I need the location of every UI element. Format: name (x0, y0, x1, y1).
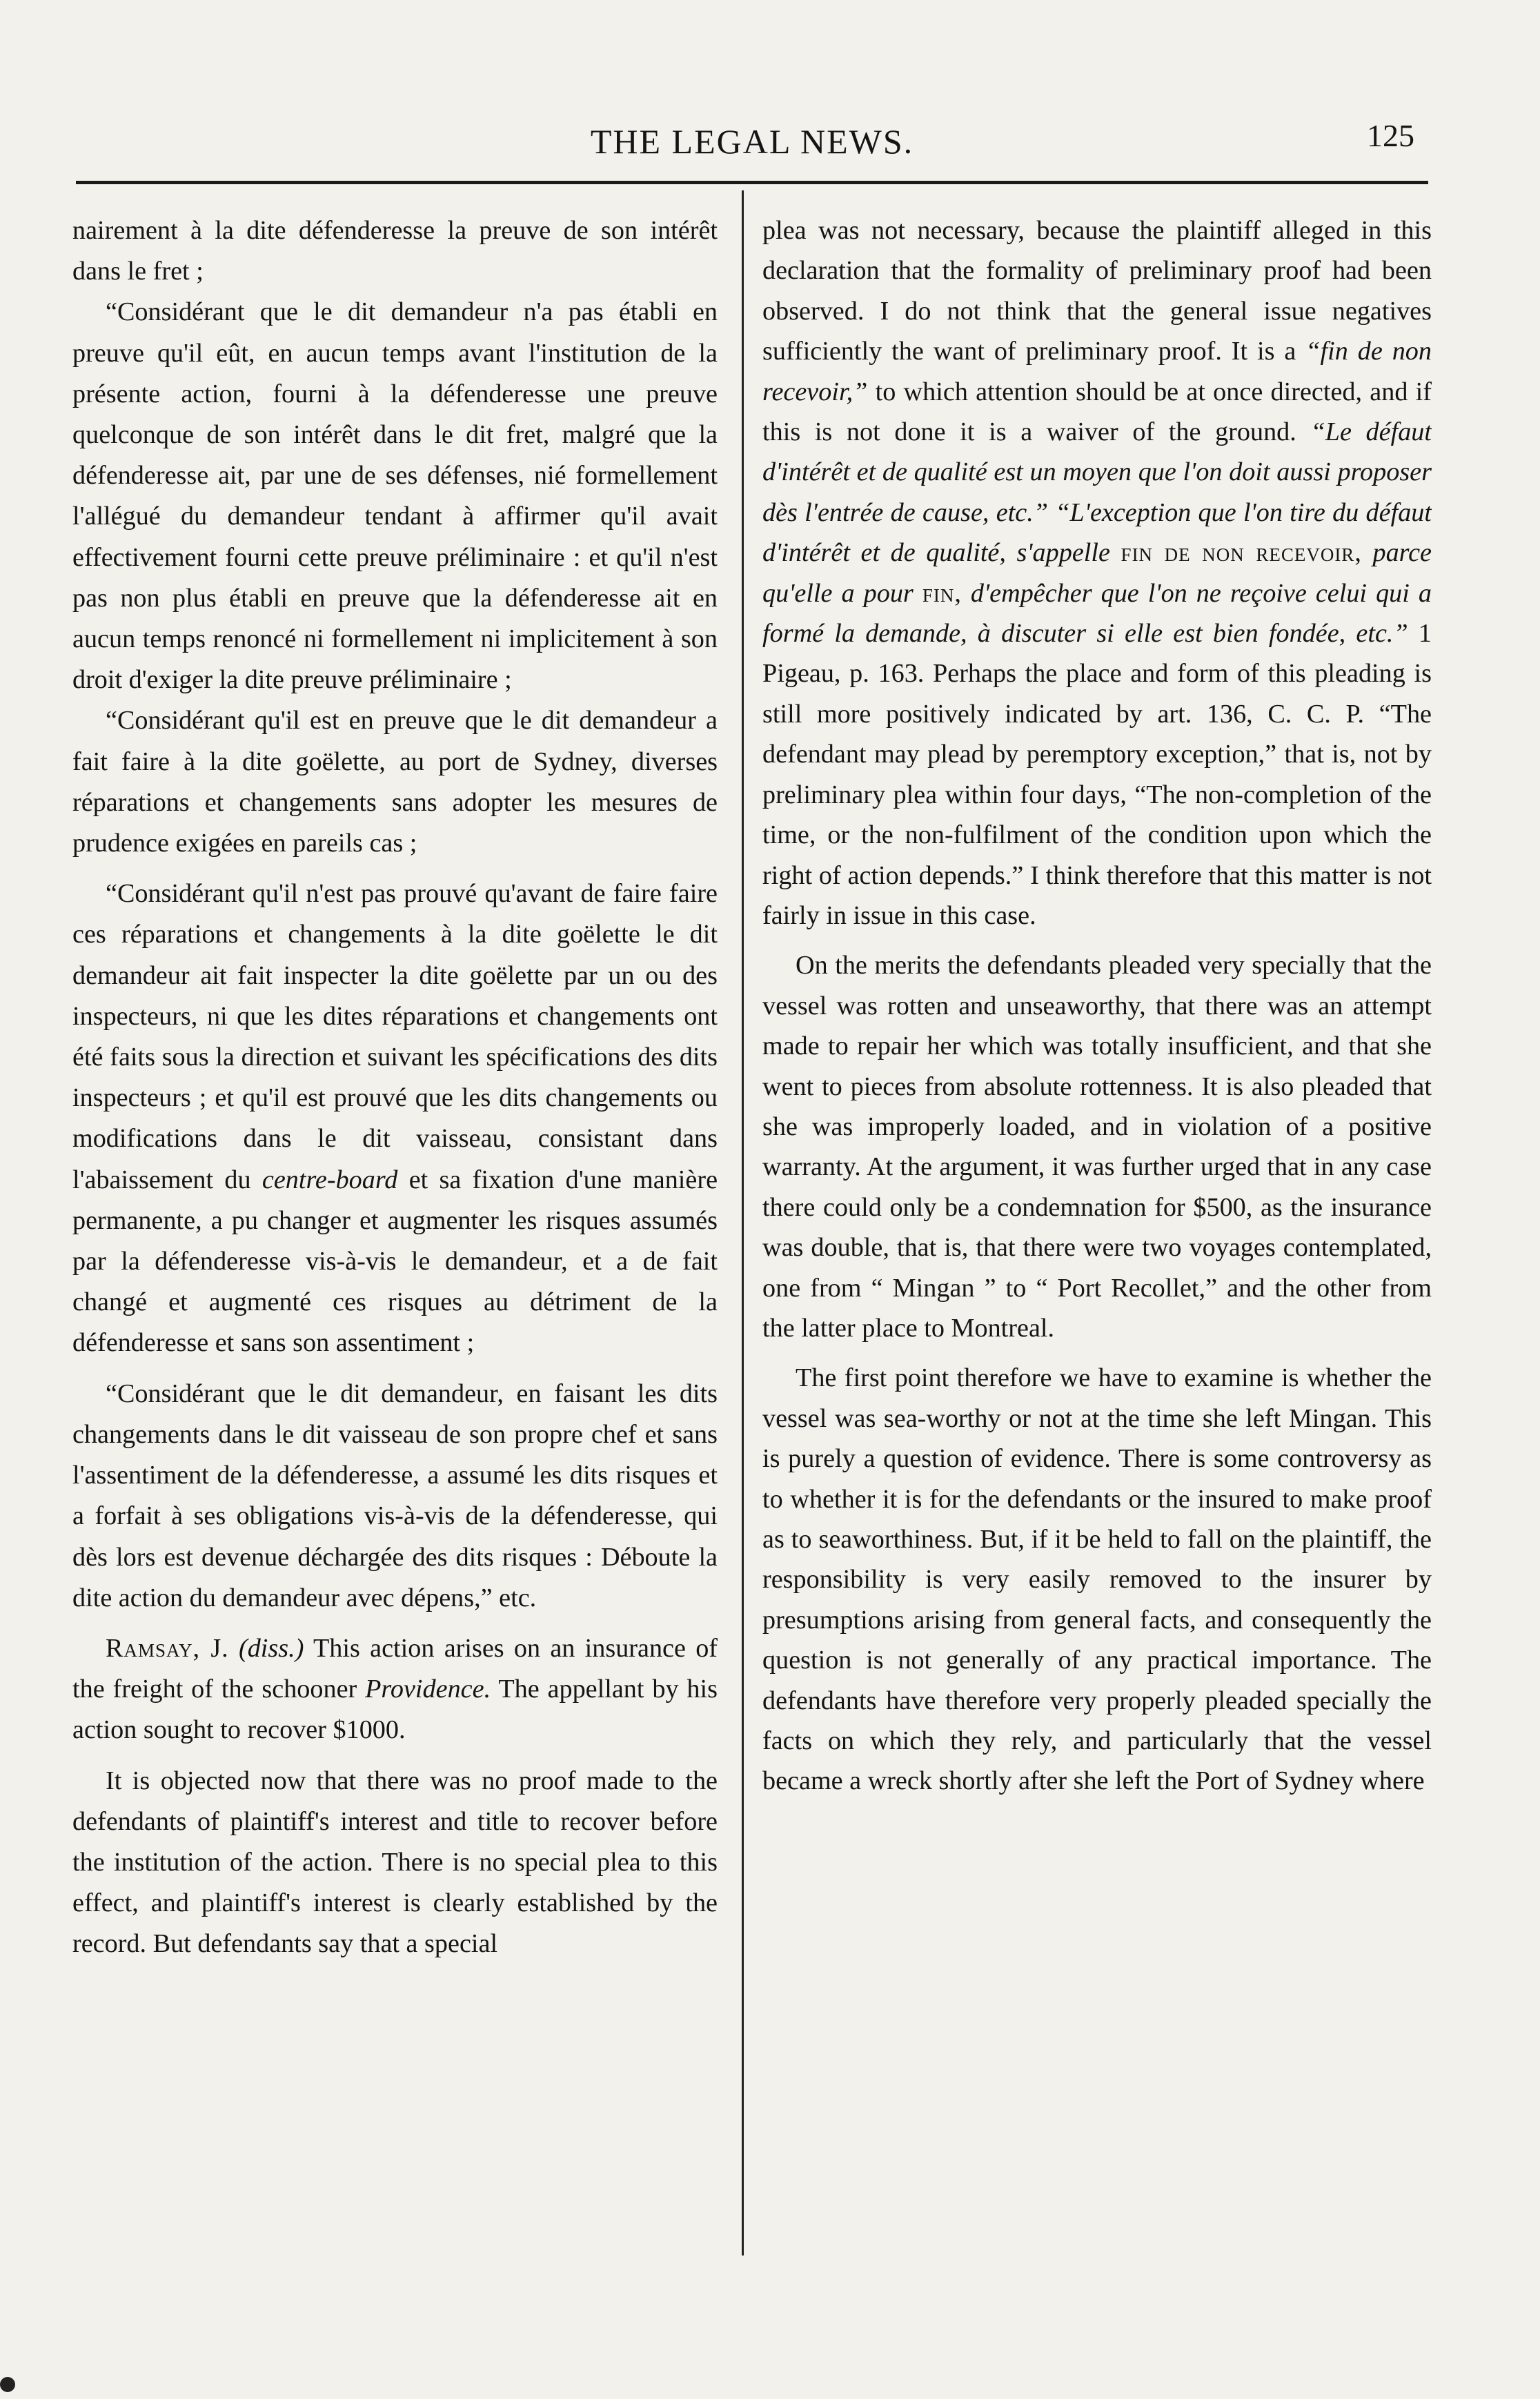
text-run: plea was not necessary, because the plaintiff alleged in this declaration that the formality of preliminary proof had been observed. I do not think that the general issue negatives sufficiently the want of preliminary proof. It is a (762, 216, 1432, 366)
text-run: to which attention should be at once directed, and if this is not done it is a waiver of the ground. (762, 377, 1432, 447)
page-number: 125 (1367, 118, 1414, 153)
text-run: This action arises on an insurance of the freight of the schooner (72, 1633, 718, 1704)
scan-edge-mark (0, 2377, 15, 2392)
running-head: THE LEGAL NEWS. (590, 122, 914, 161)
text-run: 1 Pigeau, p. 163. Perhaps the place and form of this pleading is still more positively indicated by art. 136, C. C. P. “The defendant may plead by peremptory exception,” that is, not by preliminary plea within four days, “The non-completion of the time, or the non-fulfilment of the condition upon which the right of action depends.” I think therefore that this matter is not fairly in issue in this case. (762, 619, 1432, 930)
paragraph: nairement à la dite défenderesse la preuve de son intérêt dans le fret ; (72, 216, 718, 286)
paragraph (72, 1628, 718, 1751)
text-run: et sa fixation d'une manière permanente, a pu changer et augmenter les risques assumés par la défenderesse vis-à-vis le demandeur, et a de fait changé et augmenté ces risques au détriment de la défenderesse et sans son assentiment ; (72, 1165, 718, 1358)
french-quote: parce qu'elle a pour (762, 538, 1432, 608)
right-column (762, 210, 1432, 2263)
small-caps-term: fin de non recevoir, (1121, 538, 1362, 568)
paragraph (72, 873, 718, 1363)
paragraph (762, 210, 1432, 936)
paragraph: “Considérant qu'il est en preuve que le dit demandeur a fait faire à la dite goëlette, au port de Sydney, diverses réparations et changements sans adopter les mesures de prudence exigées en pareils cas ; (72, 706, 718, 858)
french-quote: “Le défaut d'intérêt et de qualité est un moyen que l'on doit aussi proposer dès l'entrée de cause, etc.” “L'exception que l'on tire du défaut d'intérêt et de qualité, s'appelle (762, 417, 1432, 568)
header-rule (76, 181, 1428, 184)
paragraph: On the merits the defendants pleaded very specially that the vessel was rotten and unseaworthy, that there was an attempt made to repair her which was totally insufficient, and that she went to pieces from absolute rottenness. It is also pleaded that she was improperly loaded, and in violation of a positive warranty. At the argument, it was further urged that in any case there could only be a condemnation for $500, as the insurance was double, that is, that there were two voyages contemplated, one from “ Mingan ” to “ Port Recollet,” and the other from the latter place to Montreal. (762, 951, 1432, 1343)
french-quote: d'empêcher que l'on ne reçoive celui qui a formé la demande, à discuter si elle est bien fondée, etc.” (762, 578, 1432, 649)
judge-name: Ramsay, J. (106, 1633, 229, 1663)
left-column (72, 210, 718, 2263)
text-run: “Considérant qu'il n'est pas prouvé qu'avant de faire faire ces réparations et changements à la dite goëlette le dit demandeur ait fait inspecter la dite goëlette par un ou des inspecteurs, ni que les dites réparations et changements ont été faits sous la direction et suivant les spécifications des dits inspecteurs ; et qu'il est prouvé que les dits changements ou modifications dans le dit vaisseau, consistant dans l'abaissement du (72, 879, 718, 1194)
small-caps-term: fin, (922, 578, 962, 608)
italic-phrase: “fin de non recevoir,” (762, 337, 1432, 406)
paragraph: “Considérant que le dit demandeur, en faisant les dits changements dans le dit vaisseau de son propre chef et sans l'assentiment de la défenderesse, a assumé les dits risques et a forfait à ses obligations vis-à-vis de la défenderesse, qui dès lors est devenue déchargée des dits risques : Déboute la dite action du demandeur avec dépens,” etc. (72, 1379, 718, 1612)
paragraph: “Considérant que le dit demandeur n'a pas établi en preuve qu'il eût, en aucun temps avant l'institution de la présente action, fourni à la défenderesse une preuve quelconque de son intérêt dans le dit fret, malgré que la défenderesse ait, par une de ses défenses, nié formellement l'allégué du demandeur tendant à affirmer qu'il avait effectivement fourni cette preuve préliminaire : et qu'il n'est pas non plus établi en preuve que la défenderesse ait en aucun temps renoncé ni formellement ni implicitement à son droit d'exiger la dite preuve préliminaire ; (72, 297, 718, 695)
paragraph: It is objected now that there was no proof made to the defendants of plaintiff's interest and title to recover before the institution of the action. There is no special plea to this effect, and plaintiff's interest is clearly established by the record. But defendants say that a special (72, 1766, 718, 1959)
dissent-note: (diss.) (239, 1633, 304, 1663)
italic-term: centre-board (261, 1165, 398, 1194)
column-divider (742, 190, 744, 2255)
ship-name: Providence. (365, 1675, 491, 1704)
page-header (76, 117, 1428, 172)
paragraph: The first point therefore we have to examine is whether the vessel was sea-worthy or not at the time she left Mingan. This is purely a question of evidence. There is some controversy as to whether it is for the defendants or the insured to make proof as to seaworthiness. But, if it be held to fall on the plaintiff, the responsibility is very easily removed to the insurer by presumptions arising from general facts, and consequently the question is not generally of any practical importance. The defendants have therefore very properly pleaded specially the facts on which they rely, and particularly that the vessel became a wreck shortly after she left the Port of Sydney where (762, 1363, 1432, 1796)
text-run: The appellant by his action sought to recover $1000. (72, 1675, 718, 1745)
